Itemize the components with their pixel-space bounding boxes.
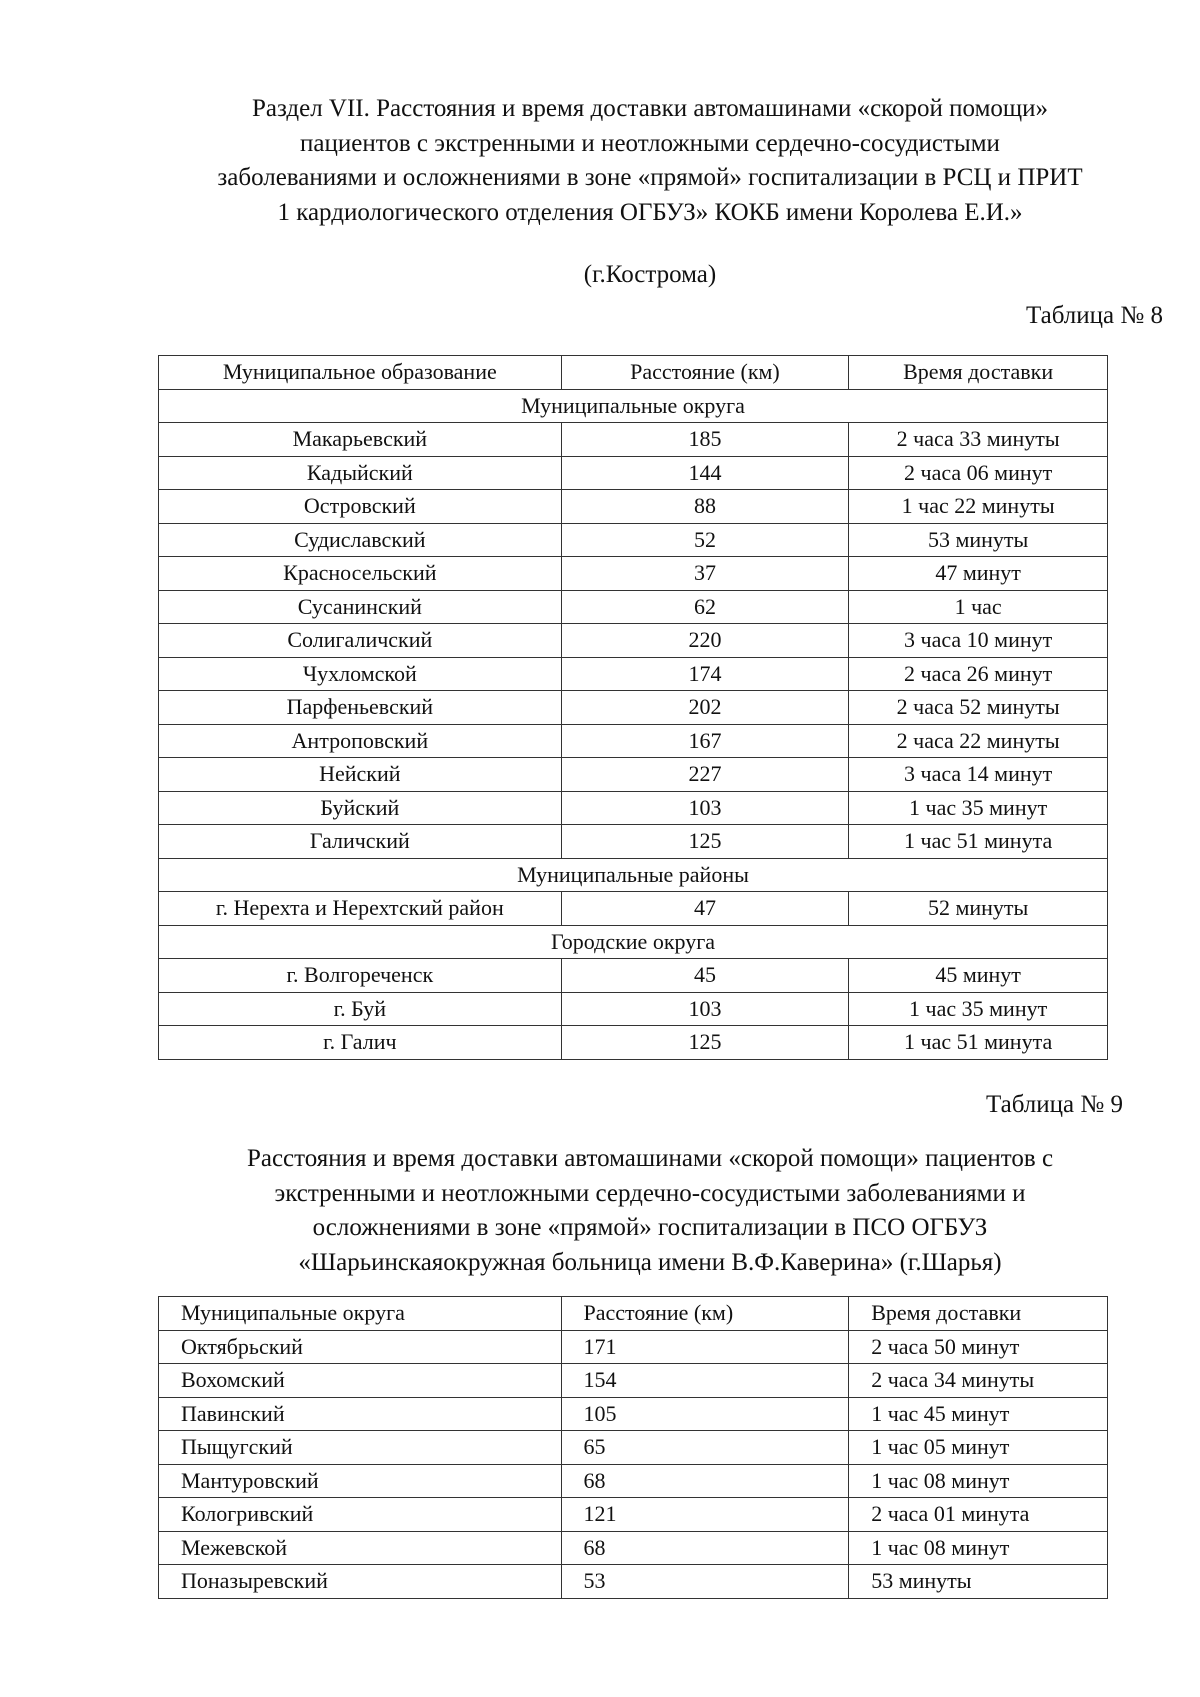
table-9-label: Таблица № 9 xyxy=(985,1091,1123,1118)
distance-cell: 125 xyxy=(561,1026,849,1060)
distance-cell: 68 xyxy=(561,1464,849,1498)
table-8-header-time: Время доставки xyxy=(849,356,1108,390)
time-cell: 1 час xyxy=(849,590,1108,624)
table-9-title-line: экстренными и неотложными сердечно-сосудистыми заболеваниями и xyxy=(274,1179,1026,1207)
distance-cell: 167 xyxy=(561,724,849,758)
municipality-cell: г. Нерехта и Нерехтский район xyxy=(159,892,562,926)
distance-cell: 171 xyxy=(561,1330,849,1364)
table-9-title-line: осложнениями в зоне «прямой» госпитализации в ПСО ОГБУЗ xyxy=(312,1214,988,1241)
municipality-cell: г. Галич xyxy=(159,1026,562,1060)
district-cell: Кологривский xyxy=(159,1498,562,1532)
district-cell: Павинский xyxy=(159,1397,562,1431)
distance-cell: 121 xyxy=(561,1498,849,1532)
table-row xyxy=(159,1397,1108,1431)
table-8-label: Таблица № 8 xyxy=(1025,302,1163,329)
municipality-cell: Нейский xyxy=(159,758,562,792)
time-cell: 3 часа 10 минут xyxy=(849,624,1108,658)
municipality-cell: Красносельский xyxy=(159,557,562,591)
section-title-line: Раздел VII. Расстояния и время доставки автомашинами «скорой помощи» xyxy=(251,95,1049,122)
table-row xyxy=(159,791,1108,825)
table-row xyxy=(159,1330,1108,1364)
distance-cell: 105 xyxy=(561,1397,849,1431)
table-row xyxy=(159,1431,1108,1465)
district-cell: Межевской xyxy=(159,1531,562,1565)
time-cell: 53 минуты xyxy=(849,1565,1108,1599)
time-cell: 1 час 35 минут xyxy=(849,791,1108,825)
municipality-cell: Макарьевский xyxy=(159,423,562,457)
table-9-header-distance: Расстояние (км) xyxy=(561,1297,849,1331)
district-cell: Поназыревский xyxy=(159,1565,562,1599)
time-cell: 2 часа 06 минут xyxy=(849,456,1108,490)
distance-cell: 68 xyxy=(561,1531,849,1565)
table-row xyxy=(159,590,1108,624)
district-cell: Мантуровский xyxy=(159,1464,562,1498)
table-row xyxy=(159,1026,1108,1060)
table-9-body xyxy=(159,1330,1108,1598)
distance-cell: 103 xyxy=(561,992,849,1026)
time-cell: 52 минуты xyxy=(849,892,1108,926)
group-heading: Муниципальные районы xyxy=(159,858,1108,892)
section-title-line: заболеваниями и осложнениями в зоне «прямой» госпитализации в РСЦ и ПРИТ xyxy=(217,164,1083,191)
table-9-title xyxy=(150,1142,1150,1280)
table-row xyxy=(159,523,1108,557)
table-row xyxy=(159,691,1108,725)
municipality-cell: Кадыйский xyxy=(159,456,562,490)
municipality-cell: Островский xyxy=(159,490,562,524)
municipality-cell: Чухломской xyxy=(159,657,562,691)
district-cell: Октябрьский xyxy=(159,1330,562,1364)
table-8-group-row xyxy=(159,389,1108,423)
table-row xyxy=(159,657,1108,691)
time-cell: 1 час 05 минут xyxy=(849,1431,1108,1465)
table-row xyxy=(159,758,1108,792)
municipality-cell: Галичский xyxy=(159,825,562,859)
table-8-header-row xyxy=(159,356,1108,390)
distance-cell: 144 xyxy=(561,456,849,490)
table-8 xyxy=(158,355,1108,1060)
group-heading: Муниципальные округа xyxy=(159,389,1108,423)
time-cell: 1 час 35 минут xyxy=(849,992,1108,1026)
table-row xyxy=(159,1364,1108,1398)
distance-cell: 125 xyxy=(561,825,849,859)
table-row xyxy=(159,1498,1108,1532)
time-cell: 1 час 22 минуты xyxy=(849,490,1108,524)
municipality-cell: г. Буй xyxy=(159,992,562,1026)
distance-cell: 53 xyxy=(561,1565,849,1599)
municipality-cell: Буйский xyxy=(159,791,562,825)
table-row xyxy=(159,1531,1108,1565)
municipality-cell: Сусанинский xyxy=(159,590,562,624)
distance-cell: 174 xyxy=(561,657,849,691)
time-cell: 2 часа 22 минуты xyxy=(849,724,1108,758)
distance-cell: 47 xyxy=(561,892,849,926)
table-row xyxy=(159,456,1108,490)
table-row xyxy=(159,557,1108,591)
time-cell: 45 минут xyxy=(849,959,1108,993)
time-cell: 2 часа 34 минуты xyxy=(849,1364,1108,1398)
distance-cell: 154 xyxy=(561,1364,849,1398)
table-8-body xyxy=(159,389,1108,1059)
section-title-line: пациентов с экстренными и неотложными сердечно-сосудистыми xyxy=(300,129,1000,157)
table-row xyxy=(159,624,1108,658)
time-cell: 1 час 08 минут xyxy=(849,1531,1108,1565)
table-row xyxy=(159,892,1108,926)
distance-cell: 103 xyxy=(561,791,849,825)
table-row xyxy=(159,992,1108,1026)
time-cell: 2 часа 52 минуты xyxy=(849,691,1108,725)
time-cell: 47 минут xyxy=(849,557,1108,591)
table-9-title-line: Расстояния и время доставки автомашинами «скорой помощи» пациентов с xyxy=(246,1145,1054,1172)
municipality-cell: Судиславский xyxy=(159,523,562,557)
time-cell: 2 часа 01 минута xyxy=(849,1498,1108,1532)
distance-cell: 65 xyxy=(561,1431,849,1465)
table-row xyxy=(159,825,1108,859)
section-title-line: 1 кардиологического отделения ОГБУЗ» КОКБ имени Королева Е.И.» xyxy=(277,198,1023,226)
distance-cell: 62 xyxy=(561,590,849,624)
time-cell: 3 часа 14 минут xyxy=(849,758,1108,792)
municipality-cell: Антроповский xyxy=(159,724,562,758)
table-9-header-time: Время доставки xyxy=(849,1297,1108,1331)
table-row xyxy=(159,1565,1108,1599)
table-8-header-municipality: Муниципальное образование xyxy=(159,356,562,390)
table-row xyxy=(159,1464,1108,1498)
group-heading: Городские округа xyxy=(159,925,1108,959)
time-cell: 1 час 45 минут xyxy=(849,1397,1108,1431)
table-row xyxy=(159,724,1108,758)
municipality-cell: Солигаличский xyxy=(159,624,562,658)
time-cell: 2 часа 33 минуты xyxy=(849,423,1108,457)
table-8-header-distance: Расстояние (км) xyxy=(561,356,849,390)
distance-cell: 227 xyxy=(561,758,849,792)
time-cell: 2 часа 50 минут xyxy=(849,1330,1108,1364)
table-row xyxy=(159,959,1108,993)
distance-cell: 220 xyxy=(561,624,849,658)
municipality-cell: г. Волгореченск xyxy=(159,959,562,993)
distance-cell: 45 xyxy=(561,959,849,993)
distance-cell: 52 xyxy=(561,523,849,557)
distance-cell: 202 xyxy=(561,691,849,725)
municipality-cell: Парфеньевский xyxy=(159,691,562,725)
table-row xyxy=(159,490,1108,524)
table-row xyxy=(159,423,1108,457)
distance-cell: 37 xyxy=(561,557,849,591)
time-cell: 2 часа 26 минут xyxy=(849,657,1108,691)
table-9-header-district: Муниципальные округа xyxy=(159,1297,562,1331)
time-cell: 1 час 08 минут xyxy=(849,1464,1108,1498)
table-9-header-row xyxy=(159,1297,1108,1331)
table-9 xyxy=(158,1296,1108,1599)
distance-cell: 88 xyxy=(561,490,849,524)
section-subtitle: (г.Кострома) xyxy=(583,261,717,288)
section-title xyxy=(150,92,1150,230)
table-9-title-line: «Шарьинскаяокружная больница имени В.Ф.Каверина» (г.Шарья) xyxy=(298,1248,1002,1276)
distance-cell: 185 xyxy=(561,423,849,457)
table-8-group-row xyxy=(159,925,1108,959)
time-cell: 53 минуты xyxy=(849,523,1108,557)
time-cell: 1 час 51 минута xyxy=(849,1026,1108,1060)
time-cell: 1 час 51 минута xyxy=(849,825,1108,859)
district-cell: Пыщугский xyxy=(159,1431,562,1465)
district-cell: Вохомский xyxy=(159,1364,562,1398)
table-8-group-row xyxy=(159,858,1108,892)
